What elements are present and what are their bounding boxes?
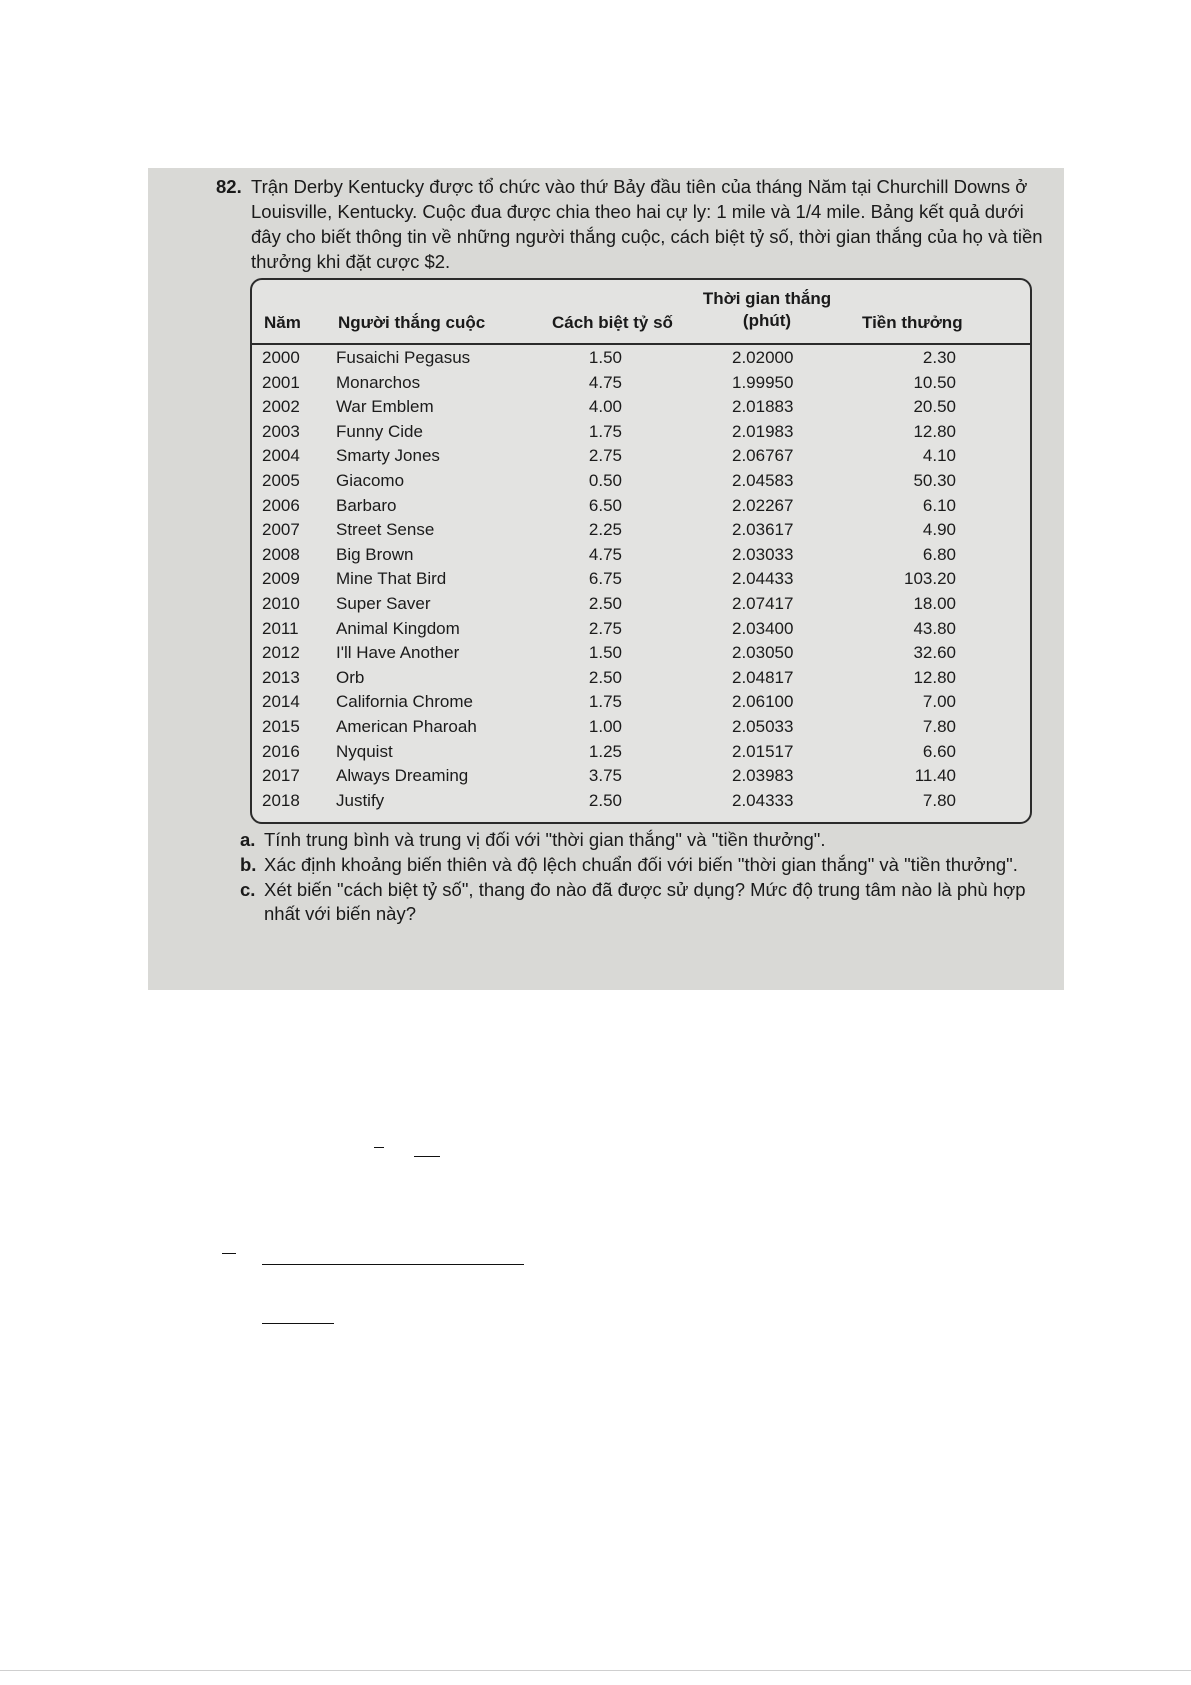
cell-winner: Always Dreaming (336, 766, 469, 786)
cell-year: 2016 (262, 741, 300, 761)
handwritten-mark (374, 1147, 384, 1148)
cell-winner: War Emblem (336, 397, 434, 417)
cell-year: 2012 (262, 643, 300, 663)
cell-payoff: 4.10 (922, 446, 956, 466)
cell-time: 2.04817 (732, 667, 794, 687)
cell-payoff: 18.00 (913, 593, 956, 613)
cell-payoff: 10.50 (913, 372, 956, 392)
cell-year: 2014 (262, 692, 300, 712)
table-header (252, 280, 1030, 345)
question-c (240, 878, 1040, 926)
cell-year: 2017 (262, 766, 300, 786)
cell-time: 2.01883 (732, 397, 794, 417)
cell-year: 2001 (262, 372, 300, 392)
table-row (252, 518, 1030, 543)
cell-year: 2003 (262, 421, 300, 441)
cell-margin: 2.50 (588, 790, 622, 810)
cell-time: 2.03033 (732, 544, 794, 564)
cell-winner: Monarchos (336, 372, 421, 392)
cell-payoff: 4.90 (922, 520, 956, 540)
cell-margin: 4.75 (588, 544, 622, 564)
cell-winner: I'll Have Another (336, 643, 460, 663)
cell-year: 2009 (262, 569, 300, 589)
cell-margin: 6.75 (588, 569, 622, 589)
question-a (240, 828, 1040, 852)
question-label: a. (240, 829, 256, 850)
cell-year: 2011 (262, 618, 299, 638)
cell-time: 2.01983 (732, 421, 794, 441)
cell-payoff: 2.30 (922, 348, 956, 367)
cell-winner: Funny Cide (336, 421, 423, 441)
cell-winner: Animal Kingdom (336, 618, 460, 638)
table-row (252, 715, 1030, 740)
cell-winner: Barbaro (336, 495, 397, 515)
table-body (252, 346, 1030, 813)
cell-margin: 4.75 (588, 372, 622, 392)
cell-winner: Big Brown (336, 544, 414, 564)
cell-time: 2.03050 (732, 643, 794, 663)
table-row (252, 617, 1030, 642)
cell-time: 2.06767 (732, 446, 794, 466)
question-list (240, 828, 1040, 927)
question-label: b. (240, 854, 257, 875)
table-row (252, 346, 1030, 371)
cell-payoff: 32.60 (913, 643, 956, 663)
cell-time: 2.04333 (732, 790, 794, 810)
table-row (252, 740, 1030, 765)
page-divider (0, 1670, 1191, 1671)
cell-year: 2007 (262, 520, 300, 540)
table-row (252, 371, 1030, 396)
cell-winner: Super Saver (336, 593, 431, 613)
cell-time: 2.04583 (732, 470, 794, 490)
header-margin: Cách biệt tỷ số (552, 313, 673, 332)
table-row (252, 420, 1030, 445)
header-payoff: Tiền thưởng (862, 313, 963, 332)
cell-margin: 1.75 (588, 692, 622, 712)
cell-year: 2004 (262, 446, 300, 466)
cell-winner: Street Sense (336, 520, 435, 540)
header-winner: Người thắng cuộc (338, 313, 486, 332)
cell-margin: 4.00 (588, 397, 622, 417)
table-row (252, 592, 1030, 617)
question-text: Xác định khoảng biến thiên và độ lệch chuẩn đối với biến "thời gian thắng" và "tiền thưởng". (264, 854, 1018, 875)
cell-margin: 1.75 (588, 421, 622, 441)
cell-margin: 6.50 (588, 495, 622, 515)
table-row (252, 567, 1030, 592)
cell-payoff: 6.10 (922, 495, 956, 515)
question-text: Xét biến "cách biệt tỷ số", thang đo nào đã được sử dụng? Mức độ trung tâm nào là phù hợp nhất với biến này? (264, 879, 1026, 924)
problem-number: 82. (216, 176, 242, 197)
cell-winner: Fusaichi Pegasus (336, 348, 471, 367)
cell-winner: Mine That Bird (336, 569, 447, 589)
table-row (252, 543, 1030, 568)
cell-winner: California Chrome (336, 692, 473, 712)
cell-year: 2000 (262, 348, 300, 367)
cell-payoff: 12.80 (913, 667, 956, 687)
cell-payoff: 103.20 (904, 569, 956, 589)
cell-time: 2.03983 (732, 766, 794, 786)
cell-payoff: 50.30 (913, 470, 956, 490)
cell-payoff: 11.40 (914, 766, 956, 786)
cell-time: 2.03617 (732, 520, 794, 540)
question-b (240, 853, 1040, 877)
cell-margin: 2.75 (588, 618, 622, 638)
cell-winner: Justify (336, 790, 385, 810)
cell-margin: 1.00 (588, 716, 622, 736)
cell-margin: 2.75 (588, 446, 622, 466)
table-row (252, 666, 1030, 691)
cell-winner: Orb (336, 667, 365, 687)
cell-payoff: 6.80 (922, 544, 956, 564)
problem-statement (216, 174, 1056, 274)
cell-time: 1.99950 (732, 372, 794, 392)
cell-margin: 1.25 (588, 741, 622, 761)
table-row (252, 469, 1030, 494)
problem-text: Trận Derby Kentucky được tổ chức vào thứ Bảy đầu tiên của tháng Năm tại Churchill Downs ở Louisville, Kentucky. Cuộc đua được chia theo hai cự ly: 1 mile và 1/4 mile. Bảng kết quả dưới đây cho biết thông tin về những người thắng cuộc, cách biệt tỷ số, thời gian thắng của họ và tiền thưởng khi đặt cược $2. (251, 176, 1043, 272)
table-row (252, 395, 1030, 420)
cell-time: 2.07417 (732, 593, 794, 613)
table-row (252, 690, 1030, 715)
cell-year: 2005 (262, 470, 300, 490)
cell-payoff: 20.50 (913, 397, 956, 417)
cell-payoff: 7.00 (922, 692, 956, 712)
cell-margin: 0.50 (588, 470, 622, 490)
question-label: c. (240, 879, 256, 900)
cell-winner: Nyquist (336, 741, 393, 761)
handwritten-mark (414, 1156, 440, 1157)
table-row (252, 444, 1030, 469)
cell-margin: 2.50 (588, 667, 622, 687)
cell-payoff: 12.80 (913, 421, 956, 441)
question-text: Tính trung bình và trung vị đối với "thời gian thắng" và "tiền thưởng". (264, 829, 826, 850)
handwritten-mark (262, 1323, 334, 1324)
cell-time: 2.06100 (732, 692, 794, 712)
cell-winner: Giacomo (336, 470, 405, 490)
table-row (252, 789, 1030, 814)
results-table (250, 278, 1032, 824)
cell-time: 2.02267 (732, 495, 794, 515)
cell-margin: 1.50 (588, 348, 622, 367)
table-row (252, 764, 1030, 789)
cell-year: 2008 (262, 544, 300, 564)
cell-margin: 1.50 (588, 643, 622, 663)
cell-payoff: 43.80 (913, 618, 956, 638)
cell-winner: American Pharoah (336, 716, 477, 736)
cell-margin: 2.25 (588, 520, 622, 540)
textbook-photo (148, 168, 1064, 990)
cell-margin: 2.50 (588, 593, 622, 613)
cell-time: 2.03400 (732, 618, 794, 638)
cell-year: 2015 (262, 716, 300, 736)
header-time: Thời gian thắng (phút) (702, 289, 832, 330)
cell-year: 2013 (262, 667, 300, 687)
cell-payoff: 7.80 (922, 790, 956, 810)
cell-time: 2.05033 (732, 716, 794, 736)
handwritten-mark (222, 1253, 236, 1254)
table-row (252, 641, 1030, 666)
cell-payoff: 7.80 (922, 716, 956, 736)
cell-time: 2.01517 (732, 741, 794, 761)
handwritten-mark (262, 1264, 524, 1265)
cell-margin: 3.75 (588, 766, 622, 786)
cell-payoff: 6.60 (922, 741, 956, 761)
cell-time: 2.04433 (732, 569, 794, 589)
cell-winner: Smarty Jones (336, 446, 440, 466)
cell-year: 2006 (262, 495, 300, 515)
cell-year: 2018 (262, 790, 300, 810)
cell-time: 2.02000 (732, 348, 794, 367)
cell-year: 2010 (262, 593, 300, 613)
header-year: Năm (264, 313, 301, 332)
cell-year: 2002 (262, 397, 300, 417)
table-row (252, 494, 1030, 519)
